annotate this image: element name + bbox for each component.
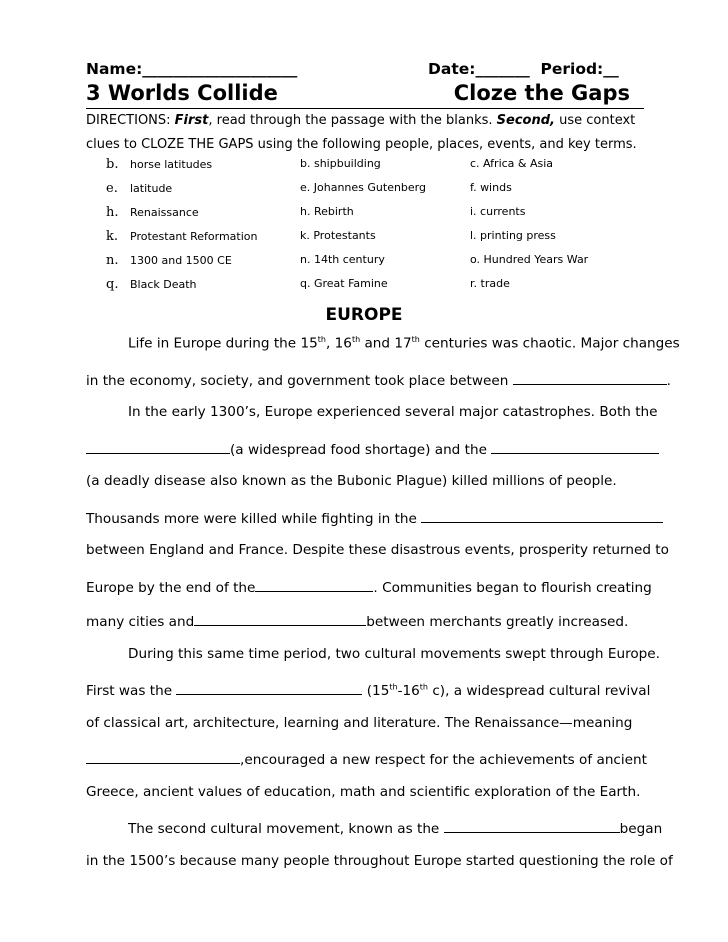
text-run: between merchants greatly increased. <box>366 614 629 630</box>
answer-blank[interactable] <box>421 508 663 523</box>
passage-line <box>86 335 680 370</box>
directions-first: First <box>174 113 209 128</box>
text-run: . <box>373 579 378 596</box>
text-run: centuries was chaotic. Major changes <box>419 335 680 352</box>
passage-line <box>86 473 646 508</box>
text-run: (a deadly disease also known as the Bubonic Plague) killed millions of people. <box>86 473 617 489</box>
word-bank-term: b. shipbuilding <box>300 157 381 170</box>
superscript: th <box>317 335 326 344</box>
passage-line <box>86 439 646 474</box>
text-run: During this same time period, two cultural movements swept through Europe. <box>128 645 660 662</box>
superscript: th <box>351 335 361 344</box>
word-bank-row <box>96 157 646 181</box>
term-letter: e. <box>106 181 118 196</box>
text-run: of classical art, architecture, learning and literature. The Renaissance—meaning <box>86 714 633 731</box>
text-run: c), a widespread cultural revival <box>428 683 651 699</box>
term-text: horse latitudes <box>130 158 213 171</box>
word-bank-term <box>106 157 212 172</box>
text-run: Europe by the end of the <box>86 579 256 596</box>
text-run: Life in Europe during the 15 <box>128 335 318 352</box>
word-bank-row <box>96 253 646 277</box>
word-bank-row <box>96 277 646 301</box>
section-title: EUROPE <box>325 305 403 325</box>
text-run: -16 <box>397 683 420 699</box>
word-bank-term <box>106 277 197 292</box>
text-run: , 16 <box>325 335 352 352</box>
term-text: Renaissance <box>130 206 199 219</box>
text-run: in the economy, society, and government took place between <box>86 372 513 389</box>
passage-line <box>86 784 646 819</box>
word-bank-term: e. Johannes Gutenberg <box>300 181 426 194</box>
term-text: 1300 and 1500 CE <box>130 254 232 267</box>
directions <box>86 109 646 157</box>
text-run: The second cultural movement, known as the <box>128 821 444 837</box>
answer-blank[interactable] <box>444 818 620 833</box>
word-bank-term: c. Africa & Asia <box>470 157 554 170</box>
passage-line <box>86 404 658 439</box>
name-field-label: Name:____________________ <box>86 60 298 78</box>
term-letter: b. <box>106 157 119 172</box>
text-run: Communities began to flourish creating <box>377 579 652 596</box>
word-bank-term: o. Hundred Years War <box>470 253 589 266</box>
word-bank-term: q. Great Famine <box>300 277 388 290</box>
header-line <box>86 60 646 82</box>
answer-blank[interactable] <box>491 439 659 454</box>
word-bank-term <box>106 205 199 220</box>
word-bank-term <box>106 229 257 244</box>
passage-line <box>86 749 646 784</box>
word-bank <box>96 157 646 301</box>
text-run: encouraged a new respect for the achievements of ancient <box>244 752 647 768</box>
term-text: latitude <box>130 182 173 195</box>
text-run: First was the <box>86 683 177 699</box>
directions-part1: , read through the passage with the blanks. <box>208 113 497 128</box>
passage-line <box>86 852 673 888</box>
passage-line <box>86 680 651 715</box>
word-bank-term: k. Protestants <box>300 229 376 242</box>
text-run: . <box>666 372 671 389</box>
text-run: (a widespread food shortage) and the <box>230 441 492 458</box>
word-bank-term: f. winds <box>470 181 512 194</box>
answer-blank[interactable] <box>194 611 366 626</box>
passage-line <box>86 645 660 681</box>
passage-line <box>86 542 669 577</box>
word-bank-term <box>106 253 232 268</box>
passage-line <box>86 611 646 646</box>
passage-line <box>86 818 663 853</box>
passage-line <box>86 577 652 612</box>
answer-blank[interactable] <box>86 439 230 454</box>
term-letter: n. <box>106 253 119 268</box>
passage <box>86 335 680 887</box>
word-bank-row <box>96 229 646 253</box>
answer-blank[interactable] <box>513 370 667 385</box>
answer-blank[interactable] <box>255 577 373 592</box>
term-letter: k. <box>106 229 119 244</box>
date-period-label: Date:_______ Period:__ <box>428 60 619 78</box>
passage-line <box>86 715 646 750</box>
directions-part2: use context clues to CLOZE THE GAPS using the following people, places, events, and key terms. <box>86 113 637 152</box>
word-bank-term <box>106 181 172 196</box>
directions-second: Second, <box>496 113 555 128</box>
word-bank-term: i. currents <box>470 205 526 218</box>
text-run: Thousands more were killed while fighting in the <box>86 510 422 527</box>
text-run: and 17 <box>360 335 412 352</box>
text-run: Greece, ancient values of education, math and scientific exploration of the Earth. <box>86 783 641 800</box>
worksheet-subtitle: Cloze the Gaps <box>453 81 630 105</box>
term-letter: q. <box>106 277 119 292</box>
word-bank-term: h. Rebirth <box>300 205 354 218</box>
superscript: th <box>389 682 398 692</box>
superscript: th <box>419 682 428 692</box>
word-bank-row <box>96 205 646 229</box>
answer-blank[interactable] <box>176 680 362 695</box>
term-letter: h. <box>106 205 119 220</box>
word-bank-row <box>96 181 646 205</box>
directions-lead: DIRECTIONS: <box>86 113 175 128</box>
word-bank-term: r. trade <box>470 277 510 290</box>
term-text: Black Death <box>130 278 197 291</box>
text-run: , <box>240 752 245 768</box>
superscript: th <box>411 335 420 344</box>
text-run: between England and France. Despite these disastrous events, prosperity returned to <box>86 542 669 558</box>
text-run: began <box>619 821 663 837</box>
word-bank-term: l. printing press <box>470 229 556 242</box>
answer-blank[interactable] <box>86 749 240 764</box>
worksheet-title: 3 Worlds Collide <box>86 81 278 105</box>
text-run: In the early 1300’s, Europe experienced several major catastrophes. Both the <box>128 404 658 420</box>
passage-line <box>86 508 646 543</box>
term-text: Protestant Reformation <box>130 230 258 243</box>
word-bank-term: n. 14th century <box>300 253 385 266</box>
text-run: in the 1500’s because many people throughout Europe started questioning the role of <box>86 852 673 869</box>
text-run: many cities and <box>86 614 195 630</box>
title-line <box>86 82 644 109</box>
text-run: (15 <box>362 683 390 699</box>
passage-line <box>86 370 671 405</box>
